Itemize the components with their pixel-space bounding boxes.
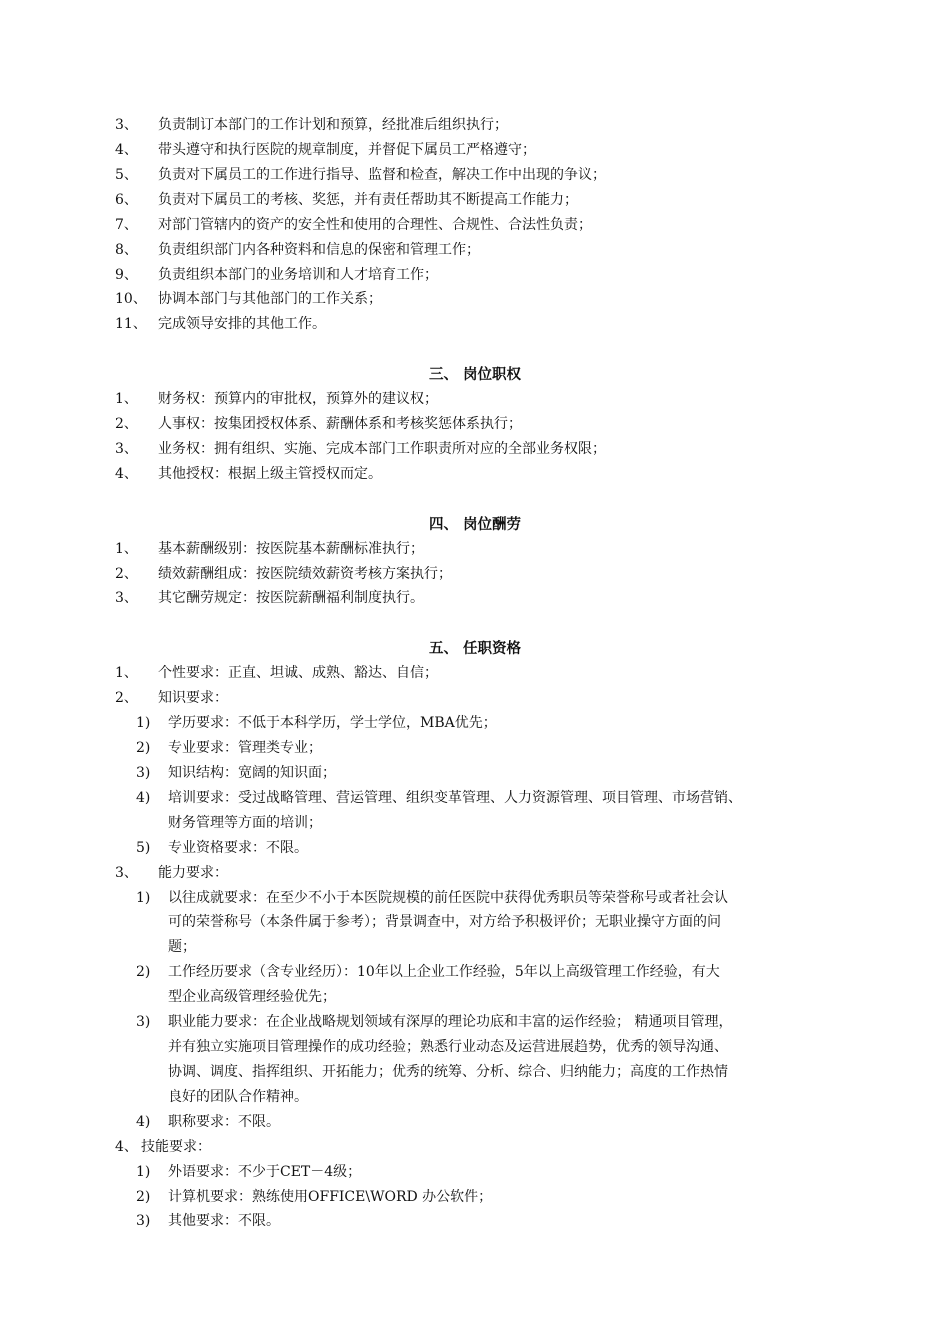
list-item-continuation xyxy=(0,1085,950,1110)
list-number: 3、 xyxy=(115,440,138,457)
sub-list-item xyxy=(0,886,950,911)
list-text: 负责对下属员工的考核、奖惩，并有责任帮助其不断提高工作能力； xyxy=(158,191,578,208)
list-item xyxy=(0,287,950,312)
list-text: 良好的团队合作精神。 xyxy=(168,1088,308,1105)
list-number: 1) xyxy=(136,889,151,906)
list-text: 工作经历要求（含专业经历）：10年以上企业工作经验，5年以上高级管理工作经验，有大 xyxy=(168,964,720,981)
sub-list-item xyxy=(0,786,950,811)
list-number: 11、 xyxy=(115,316,147,333)
list-item xyxy=(0,263,950,288)
list-item-continuation xyxy=(0,985,950,1010)
list-text: 其他要求：不限。 xyxy=(168,1213,280,1230)
list-item xyxy=(0,661,950,686)
list-number: 10、 xyxy=(115,291,147,308)
list-text: 并有独立实施项目管理操作的成功经验；熟悉行业动态及运营进展趋势，优秀的领导沟通、 xyxy=(168,1039,728,1056)
list-text: 职称要求：不限。 xyxy=(168,1113,280,1130)
list-number: 4) xyxy=(136,1113,151,1130)
list-text: 负责对下属员工的工作进行指导、监督和检查，解决工作中出现的争议； xyxy=(158,166,606,183)
list-text: 职业能力要求：在企业战略规划领域有深厚的理论功底和丰富的运作经验； 精通项目管理， xyxy=(168,1014,733,1031)
list-item-continuation xyxy=(0,811,950,836)
list-text: 学历要求：不低于本科学历，学士学位，MBA优先； xyxy=(168,715,497,732)
sub-list-item xyxy=(0,711,950,736)
sub-list-item xyxy=(0,960,950,985)
list-text: 专业要求：管理类专业； xyxy=(168,740,322,756)
list-text: 负责制订本部门的工作计划和预算，经批准后组织执行； xyxy=(158,117,508,133)
list-item xyxy=(0,387,950,412)
list-text: 基本薪酬级别：按医院基本薪酬标准执行； xyxy=(158,540,424,557)
list-item xyxy=(0,312,950,337)
sub-list-item xyxy=(0,1160,950,1185)
list-text: 财务权：预算内的审批权，预算外的建议权； xyxy=(158,391,438,408)
list-text: 以往成就要求：在至少不小于本医院规模的前任医院中获得优秀职员等荣誉称号或者社会认 xyxy=(168,889,728,906)
list-number: 4) xyxy=(136,789,151,806)
list-number: 2、 xyxy=(115,690,138,707)
list-item-continuation xyxy=(0,1060,950,1085)
list-number: 7、 xyxy=(115,216,138,233)
section-heading: 三、 岗位职权 xyxy=(428,366,522,384)
list-number: 1) xyxy=(136,715,151,732)
list-number: 4、 xyxy=(115,465,138,482)
list-text: 题； xyxy=(168,939,196,956)
list-item xyxy=(0,238,950,263)
list-item-continuation xyxy=(0,1035,950,1060)
list-text: 财务管理等方面的培训； xyxy=(168,814,322,831)
list-text: 知识要求： xyxy=(158,690,228,707)
sub-list-item xyxy=(0,1110,950,1135)
section-heading: 四、 岗位酬劳 xyxy=(428,515,522,533)
list-number: 2) xyxy=(136,964,151,981)
list-text: 专业资格要求：不限。 xyxy=(168,839,308,856)
list-text: 个性要求：正直、坦诚、成熟、豁达、自信； xyxy=(158,665,438,682)
list-number: 9、 xyxy=(115,266,138,283)
list-text: 业务权：拥有组织、实施、完成本部门工作职责所对应的全部业务权限； xyxy=(158,440,606,457)
sub-list-item xyxy=(0,1010,950,1035)
list-number: 4、 xyxy=(115,1138,138,1155)
list-text: 协调、调度、指挥组织、开拓能力；优秀的统筹、分析、综合、归纳能力；高度的工作热情 xyxy=(168,1063,728,1080)
list-item xyxy=(0,1135,950,1160)
list-item xyxy=(0,113,950,138)
list-item xyxy=(0,437,950,462)
list-text: 技能要求： xyxy=(141,1138,211,1155)
list-number: 8、 xyxy=(115,241,138,258)
list-number: 5、 xyxy=(115,166,138,183)
list-text: 外语要求：不少于CET－4级； xyxy=(168,1163,362,1180)
list-number: 2、 xyxy=(115,565,138,582)
list-item xyxy=(0,537,950,562)
list-text: 其它酬劳规定：按医院薪酬福利制度执行。 xyxy=(158,590,424,607)
sub-list-item xyxy=(0,761,950,786)
list-text: 负责组织本部门的业务培训和人才培育工作； xyxy=(158,266,438,283)
list-number: 1、 xyxy=(115,391,138,408)
list-text: 负责组织部门内各种资料和信息的保密和管理工作； xyxy=(158,241,480,258)
list-text: 培训要求：受过战略管理、营运管理、组织变革管理、人力资源管理、项目管理、市场营销、 xyxy=(168,789,742,806)
list-number: 3、 xyxy=(115,590,138,607)
list-item xyxy=(0,861,950,886)
list-number: 3) xyxy=(136,1014,151,1031)
list-number: 1、 xyxy=(115,540,138,557)
list-number: 1、 xyxy=(115,665,138,682)
list-number: 3) xyxy=(136,764,151,781)
list-text: 能力要求： xyxy=(158,864,228,881)
list-item-continuation xyxy=(0,910,950,935)
list-text: 对部门管辖内的资产的安全性和使用的合理性、合规性、合法性负责； xyxy=(158,216,592,233)
list-text: 人事权：按集团授权体系、薪酬体系和考核奖惩体系执行； xyxy=(158,416,522,433)
list-item xyxy=(0,562,950,587)
list-text: 带头遵守和执行医院的规章制度，并督促下属员工严格遵守； xyxy=(158,141,536,158)
list-text: 完成领导安排的其他工作。 xyxy=(158,316,326,333)
list-number: 4、 xyxy=(115,141,138,158)
list-item xyxy=(0,188,950,213)
list-text: 协调本部门与其他部门的工作关系； xyxy=(158,291,382,308)
list-number: 3) xyxy=(136,1213,151,1230)
list-item xyxy=(0,686,950,711)
list-item xyxy=(0,586,950,611)
sub-list-item xyxy=(0,1185,950,1210)
list-text: 知识结构：宽阔的知识面； xyxy=(168,764,336,781)
list-number: 1) xyxy=(136,1163,151,1180)
list-text: 可的荣誉称号（本条件属于参考）；背景调查中，对方给予积极评价；无职业操守方面的问 xyxy=(168,914,721,931)
list-number: 2) xyxy=(136,740,151,756)
list-number: 3、 xyxy=(115,117,138,133)
sub-list-item xyxy=(0,1209,950,1234)
list-item-continuation xyxy=(0,935,950,960)
section-heading: 五、 任职资格 xyxy=(428,640,522,658)
list-item xyxy=(0,462,950,487)
list-item xyxy=(0,163,950,188)
list-text: 计算机要求：熟练使用OFFICE\WORD 办公软件； xyxy=(168,1188,493,1205)
list-number: 2、 xyxy=(115,416,138,433)
list-text: 绩效薪酬组成：按医院绩效薪资考核方案执行； xyxy=(158,565,452,582)
list-number: 5) xyxy=(136,839,151,856)
list-number: 3、 xyxy=(115,864,138,881)
sub-list-item xyxy=(0,736,950,761)
list-number: 2) xyxy=(136,1188,151,1205)
list-number: 6、 xyxy=(115,191,138,208)
list-item xyxy=(0,138,950,163)
sub-list-item xyxy=(0,836,950,861)
list-item xyxy=(0,213,950,238)
list-text: 型企业高级管理经验优先； xyxy=(168,989,336,1006)
list-text: 其他授权：根据上级主管授权而定。 xyxy=(158,465,382,482)
list-item xyxy=(0,412,950,437)
